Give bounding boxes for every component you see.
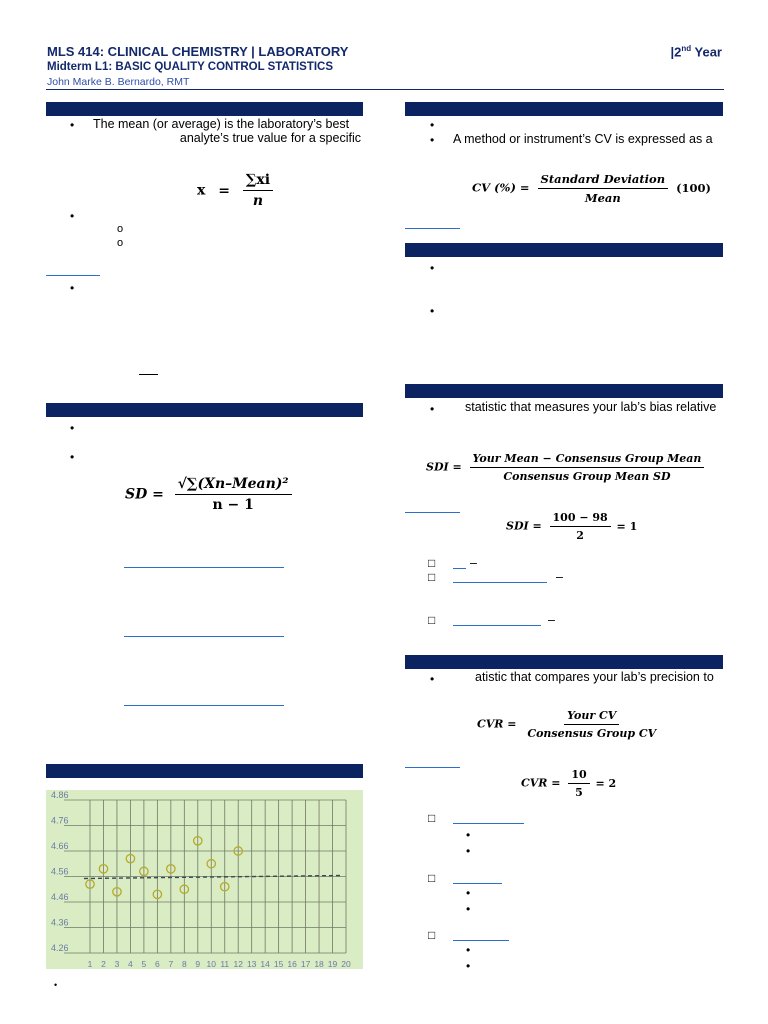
mean-formula: x = $\frac{\sum xi}{n}$	[197, 172, 273, 209]
x-tick-label: 3	[114, 959, 120, 969]
box-bullet: □	[428, 871, 436, 885]
y-tick-label: 4.36	[51, 917, 69, 928]
y-tick-label: 4.46	[51, 892, 69, 902]
bullet: •	[70, 118, 75, 132]
mean-definition-line1: The mean (or average) is the laboratory’s best	[93, 117, 350, 131]
x-tick-label: 20	[341, 959, 351, 969]
sub-bullet: o	[117, 223, 124, 235]
cv-formula: CV (%) = $\frac{\text{Standard Deviation}}{\text{Mean}}$ (100)	[472, 172, 711, 205]
bullet: •	[466, 902, 471, 916]
x-tick-label: 18	[314, 959, 324, 969]
header-divider	[46, 89, 724, 90]
box-bullet: □	[428, 928, 436, 942]
section-bar-cv	[405, 102, 723, 116]
bullet: •	[430, 304, 435, 318]
year-label: |2nd Year	[670, 44, 722, 60]
box-bullet: □	[428, 811, 436, 825]
bullet: •	[466, 886, 471, 900]
x-tick-label: 11	[220, 959, 230, 969]
cvr-example: CVR = $\frac{10}{5}$ = 2	[521, 768, 617, 799]
blank-underline	[453, 823, 524, 824]
y-tick-label: 4.66	[51, 841, 69, 851]
x-tick-label: 12	[233, 959, 243, 969]
bullet: •	[70, 450, 75, 464]
blank-underline	[405, 767, 460, 768]
bullet: •	[430, 118, 435, 132]
x-tick-label: 10	[206, 959, 216, 969]
x-tick-label: 13	[246, 959, 257, 969]
bullet: •	[466, 844, 471, 858]
box-bullet: □	[428, 556, 436, 570]
x-tick-label: 15	[273, 959, 284, 969]
blank-underline	[453, 883, 502, 884]
x-tick-label: 8	[181, 959, 187, 969]
bullet: •	[430, 672, 435, 686]
bullet: •	[70, 281, 75, 295]
dash: –	[470, 556, 477, 570]
section-bar-mean	[46, 102, 363, 116]
sd-formula: SD = $\frac{\text{√∑(Xn–Mean)²}}{n - 1}$	[125, 476, 292, 513]
bullet: •	[466, 943, 471, 957]
lesson-subtitle: Midterm L1: BASIC QUALITY CONTROL STATISTICS	[47, 61, 334, 73]
box-bullet: □	[428, 570, 436, 584]
x-tick-label: 17	[300, 959, 311, 969]
mean-line	[84, 876, 341, 879]
blank-underline	[453, 582, 547, 583]
y-tick-label: 4.26	[51, 943, 69, 953]
x-tick-label: 16	[287, 959, 297, 969]
x-tick-label: 6	[155, 959, 160, 969]
x-tick-label: 2	[101, 959, 106, 969]
x-tick-label: 9	[195, 959, 201, 969]
chart-svg	[46, 790, 363, 969]
x-tick-label: 4	[128, 959, 133, 969]
x-tick-label: 5	[141, 959, 147, 969]
blank-underline	[46, 275, 100, 276]
document-title: MLS 414: CLINICAL CHEMISTRY | LABORATORY	[47, 44, 349, 59]
x-tick-label: 19	[327, 959, 338, 969]
bullet: •	[466, 828, 471, 842]
blank-underline	[124, 636, 284, 637]
section-bar-chart	[46, 764, 363, 778]
levey-jennings-chart	[46, 790, 363, 969]
cvr-definition: atistic that compares your lab’s precision to	[475, 670, 714, 684]
section-bar-cvr	[405, 655, 723, 669]
bullet: •	[466, 959, 471, 973]
bullet: •	[54, 980, 58, 990]
blank-underline	[453, 940, 509, 941]
section-bar-right-2	[405, 243, 723, 257]
bullet: •	[70, 421, 75, 435]
cvr-formula: CVR = $\frac{\text{Your CV}}{\text{Consensus Group CV}}$	[477, 709, 657, 740]
sdi-definition: statistic that measures your lab’s bias relative	[465, 400, 717, 414]
dash: –	[548, 613, 555, 627]
bullet: •	[430, 261, 435, 275]
author-name: John Marke B. Bernardo, RMT	[47, 76, 190, 88]
bullet: •	[430, 133, 435, 147]
blank-underline	[139, 374, 158, 375]
x-tick-label: 7	[168, 959, 174, 969]
mean-definition-line2: analyte’s true value for a specific	[179, 131, 361, 145]
blank-underline	[124, 567, 284, 568]
y-tick-label: 4.76	[51, 815, 69, 826]
sdi-formula: SDI = $\frac{\text{Your Mean − Consensus Group Mean}}{\text{Consensus Group Mean SD}}$	[426, 452, 704, 483]
section-bar-sdi	[405, 384, 723, 398]
y-tick-label: 4.86	[51, 790, 69, 800]
blank-underline	[453, 568, 466, 569]
bullet: •	[430, 402, 435, 416]
bullet: •	[70, 209, 75, 223]
blank-underline	[405, 512, 460, 513]
blank-underline	[453, 625, 541, 626]
box-bullet: □	[428, 613, 436, 627]
dash: –	[556, 570, 563, 584]
sdi-example: SDI = $\frac{100 - 98}{2}$ = 1	[506, 511, 638, 542]
x-tick-label: 14	[260, 959, 270, 969]
blank-underline	[124, 705, 284, 706]
y-tick-label: 4.56	[51, 866, 69, 877]
cv-definition: A method or instrument’s CV is expressed as a	[453, 132, 713, 146]
blank-underline	[405, 228, 460, 229]
sub-bullet: o	[117, 237, 124, 249]
x-tick-label: 1	[87, 959, 93, 969]
section-bar-sd	[46, 403, 363, 417]
